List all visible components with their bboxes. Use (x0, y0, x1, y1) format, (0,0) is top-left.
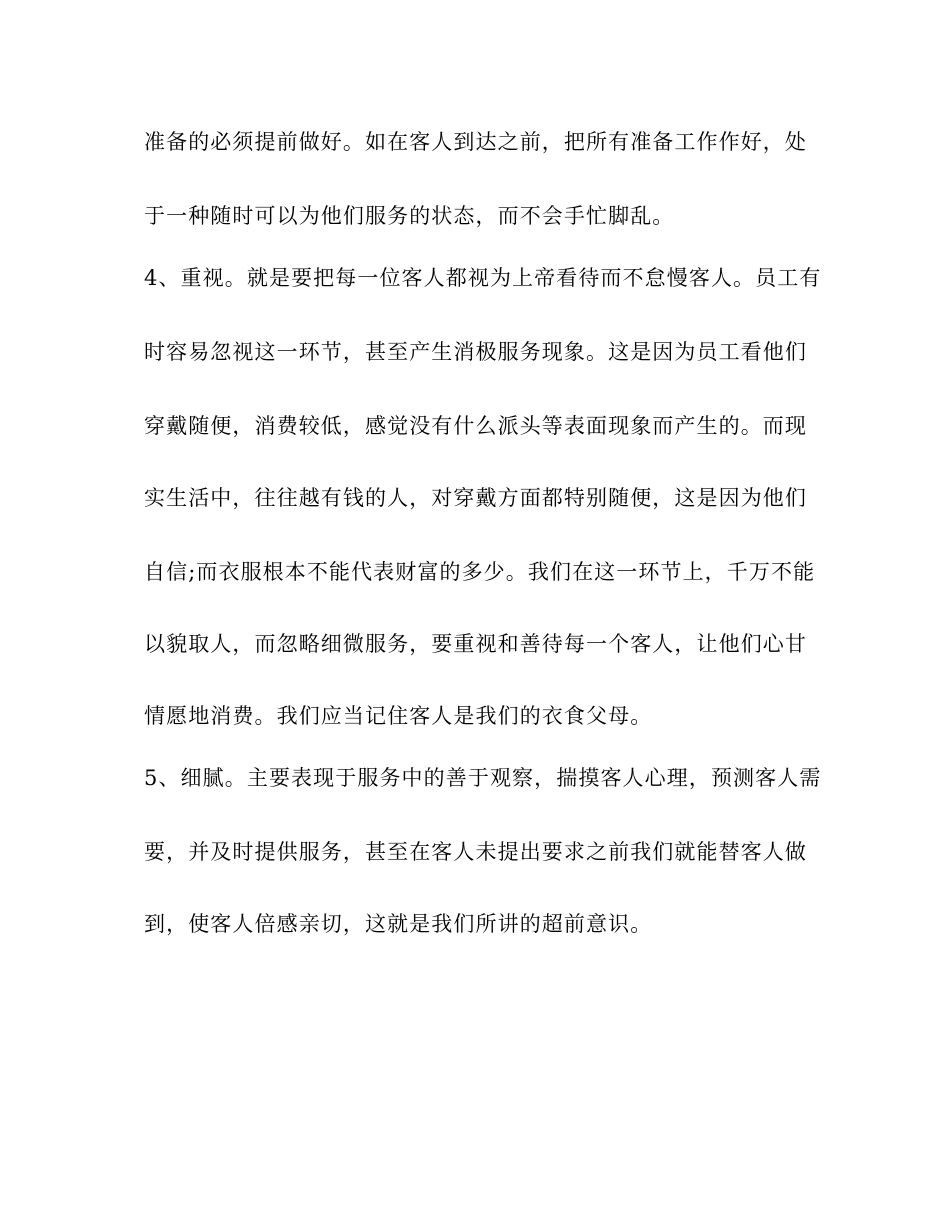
text-line-6: 实生活中，往往越有钱的人，对穿戴方面都特别随便，这是因为他们 (144, 486, 807, 510)
text-line-12: 到，使客人倍感亲切，这就是我们所讲的超前意识。 (144, 912, 653, 936)
text-line-3: 4、重视。就是要把每一位客人都视为上帝看待而不怠慢客人。员工有 (144, 266, 822, 290)
text-line-11: 要，并及时提供服务，甚至在客人未提出要求之前我们就能替客人做 (144, 840, 807, 864)
text-line-1: 准备的必须提前做好。如在客人到达之前，把所有准备工作作好，处 (144, 130, 807, 154)
text-line-7: 自信;而衣服根本不能代表财富的多少。我们在这一环节上，千万不能 (144, 560, 816, 584)
text-line-8: 以貌取人，而忽略细微服务，要重视和善待每一个客人，让他们心甘 (144, 632, 807, 656)
text-line-4: 时容易忽视这一环节，甚至产生消极服务现象。这是因为员工看他们 (144, 340, 807, 364)
text-line-9: 情愿地消费。我们应当记住客人是我们的衣食父母。 (144, 704, 653, 728)
text-line-5: 穿戴随便，消费较低，感觉没有什么派头等表面现象而产生的。而现 (144, 414, 807, 438)
text-line-2: 于一种随时可以为他们服务的状态，而不会手忙脚乱。 (144, 204, 675, 228)
text-line-10: 5、细腻。主要表现于服务中的善于观察，揣摸客人心理，预测客人需 (144, 766, 822, 790)
